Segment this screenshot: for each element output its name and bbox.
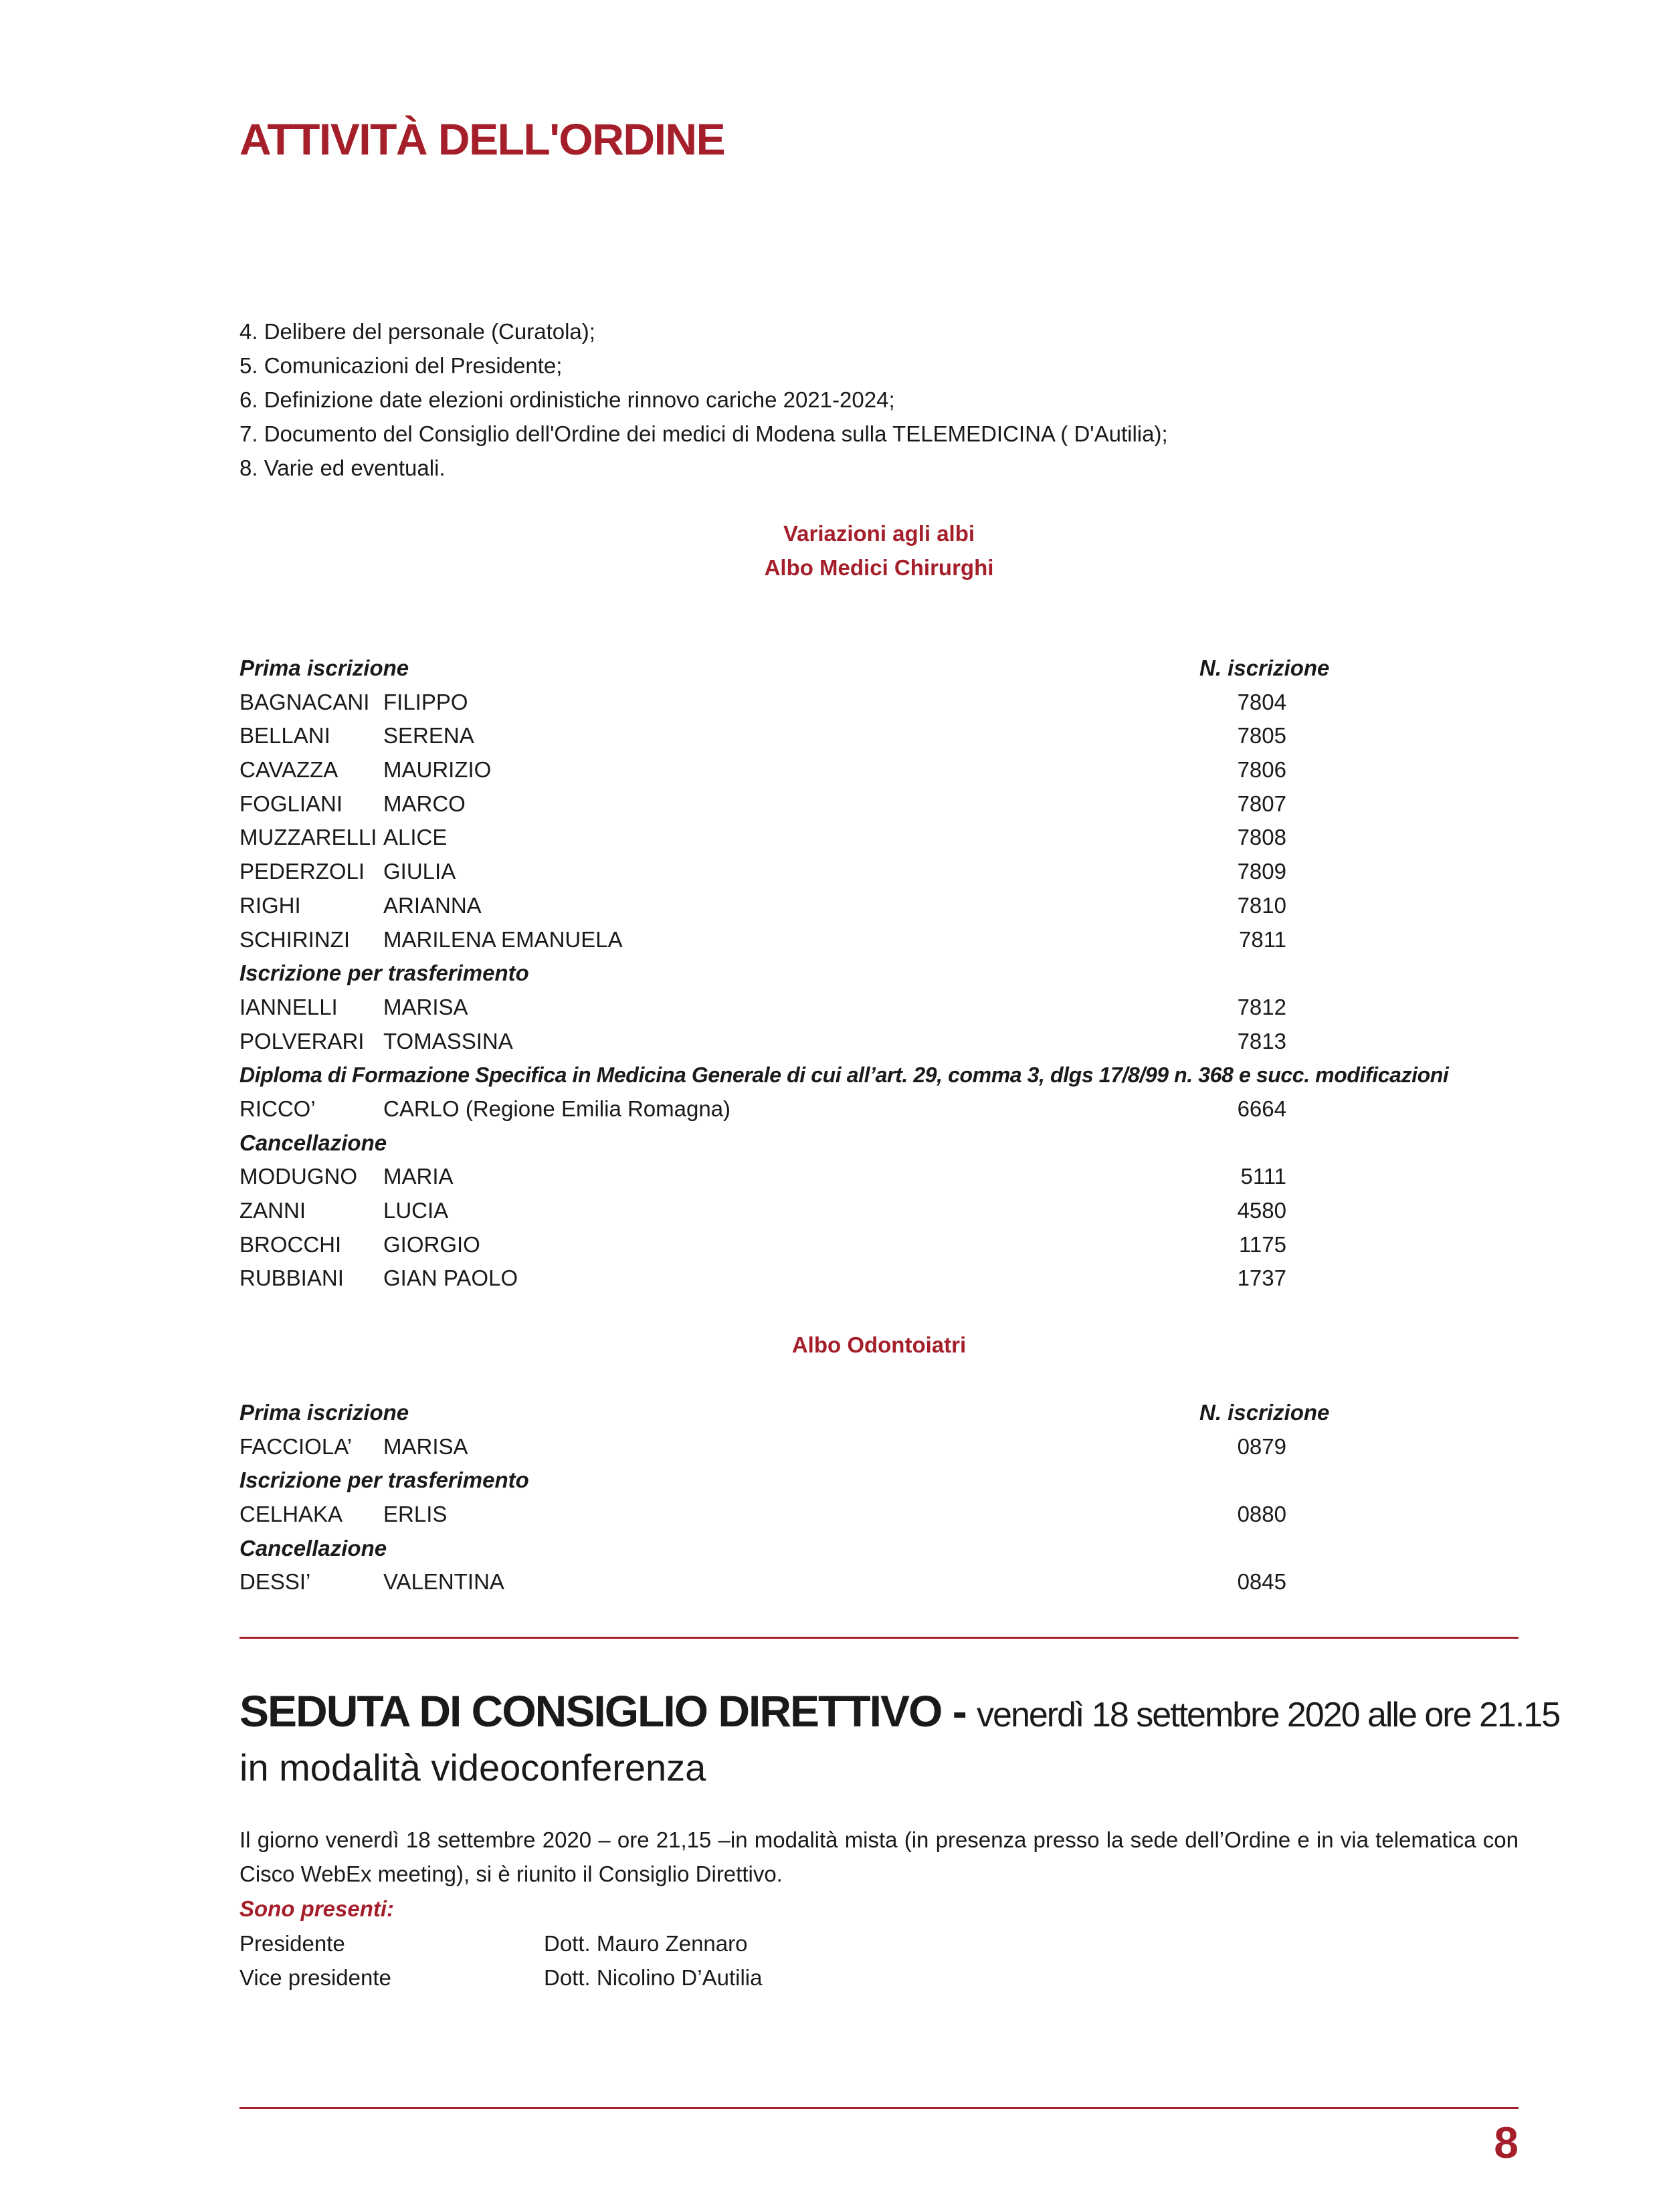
presenti-label: Sono presenti: <box>239 1896 395 1921</box>
first-name: MARISA <box>383 994 468 1019</box>
person-name: Dott. Mauro Zennaro <box>544 1931 748 1956</box>
category-label: Iscrizione per trasferimento <box>239 1468 529 1493</box>
agenda-item: 5. Comunicazioni del Presidente; <box>239 353 563 378</box>
surname: BROCCHI <box>239 1231 342 1257</box>
section-divider <box>239 1637 1519 1639</box>
first-name: MARIA <box>383 1164 454 1189</box>
registration-number: 0879 <box>1237 1433 1286 1459</box>
registration-number: 7809 <box>1237 859 1286 884</box>
surname: FOGLIANI <box>239 791 343 816</box>
surname: CAVAZZA <box>239 757 338 783</box>
surname: POLVERARI <box>239 1028 365 1053</box>
first-name: TOMASSINA <box>383 1028 513 1053</box>
category-label: Cancellazione <box>239 1535 387 1561</box>
first-name: VALENTINA <box>383 1569 504 1595</box>
agenda-list <box>239 314 1168 485</box>
category-label-cancellazione <box>239 1532 1519 1566</box>
albo-odontoiatri-heading: Albo Odontoiatri <box>791 1332 967 1357</box>
registration-number: 0845 <box>1237 1569 1286 1595</box>
table-row <box>239 1565 1519 1599</box>
albo-odontoiatri-table <box>239 1396 1519 1599</box>
category-label-diploma <box>239 1058 1519 1092</box>
surname: DESSI’ <box>239 1569 311 1595</box>
albo-medici-table <box>239 651 1519 1296</box>
variazioni-heading: Variazioni agli albi <box>783 521 975 546</box>
agenda-item: 4. Delibere del personale (Curatola); <box>239 319 595 344</box>
table-header <box>239 1396 1519 1430</box>
registration-number: 0880 <box>1237 1502 1286 1527</box>
table-row <box>239 821 1519 855</box>
table-row <box>239 1025 1519 1059</box>
registration-number: 7807 <box>1237 791 1286 816</box>
table-row <box>239 787 1519 821</box>
table-row <box>239 686 1519 720</box>
first-name: MARILENA EMANUELA <box>383 926 623 952</box>
surname: RICCO’ <box>239 1096 316 1121</box>
surname: MODUGNO <box>239 1164 357 1189</box>
registration-number: 7806 <box>1237 757 1286 783</box>
surname: SCHIRINZI <box>239 926 350 952</box>
registration-number: 7804 <box>1237 689 1286 714</box>
table-row <box>239 1498 1519 1532</box>
registration-number: 7810 <box>1237 892 1286 918</box>
table-row <box>239 991 1519 1025</box>
first-name: MAURIZIO <box>383 757 492 783</box>
role: Vice presidente <box>239 1965 391 1990</box>
registration-number: 1737 <box>1237 1266 1286 1291</box>
registration-number: 7808 <box>1237 825 1286 850</box>
first-name: FILIPPO <box>383 689 468 714</box>
prima-iscrizione-label: Prima iscrizione <box>239 656 409 680</box>
first-name: ARIANNA <box>383 892 482 918</box>
surname: RUBBIANI <box>239 1266 344 1291</box>
first-name: SERENA <box>383 723 474 748</box>
section-title: ATTIVITÀ DELL'ORDINE <box>239 114 725 164</box>
n-iscrizione-label: N. iscrizione <box>1199 1400 1330 1425</box>
first-name: MARISA <box>383 1433 468 1459</box>
category-label: Diploma di Formazione Specifica in Medicina Generale di cui all’art. 29, comma 3, dlgs 17/8/99 n. 368 e succ. modificazioni <box>239 1063 1449 1088</box>
registration-number: 7812 <box>1237 994 1286 1019</box>
table-row <box>239 855 1519 889</box>
category-label-cancellazione <box>239 1126 1519 1161</box>
surname: PEDERZOLI <box>239 859 365 884</box>
prima-iscrizione-label: Prima iscrizione <box>239 1400 409 1425</box>
surname: IANNELLI <box>239 994 338 1019</box>
first-name: GIULIA <box>383 859 456 884</box>
registration-number: 7805 <box>1237 723 1286 748</box>
surname: BELLANI <box>239 723 330 748</box>
footer-divider <box>239 2107 1519 2109</box>
category-label-trasferimento <box>239 957 1519 991</box>
first-name: ERLIS <box>383 1502 448 1527</box>
table-row <box>239 753 1519 787</box>
table-row <box>239 1092 1519 1126</box>
person-name: Dott. Nicolino D’Autilia <box>544 1965 763 1990</box>
first-name: GIORGIO <box>383 1231 480 1257</box>
surname: ZANNI <box>239 1198 306 1223</box>
first-name: GIAN PAOLO <box>383 1266 518 1291</box>
first-name: LUCIA <box>383 1198 449 1223</box>
surname: RIGHI <box>239 892 301 918</box>
seduta-title <box>239 1686 1559 1736</box>
surname: CELHAKA <box>239 1502 343 1527</box>
seduta-title-main: SEDUTA DI CONSIGLIO DIRETTIVO - <box>239 1686 977 1736</box>
surname: FACCIOLA’ <box>239 1433 353 1459</box>
role: Presidente <box>239 1931 345 1956</box>
first-name: CARLO (Regione Emilia Romagna) <box>383 1096 731 1121</box>
first-name: ALICE <box>383 825 448 850</box>
n-iscrizione-label: N. iscrizione <box>1199 656 1330 680</box>
surname: BAGNACANI <box>239 689 370 714</box>
registration-number: 7811 <box>1239 926 1286 952</box>
agenda-item: 8. Varie ed eventuali. <box>239 456 446 480</box>
registration-number: 4580 <box>1237 1198 1286 1223</box>
registration-number: 1175 <box>1239 1231 1286 1257</box>
table-row <box>239 1430 1519 1464</box>
table-row <box>239 719 1519 753</box>
albo-medici-heading: Albo Medici Chirurghi <box>764 555 994 580</box>
category-label: Cancellazione <box>239 1130 387 1155</box>
agenda-item: 6. Definizione date elezioni ordinistiche rinnovo cariche 2021-2024; <box>239 387 895 412</box>
agenda-item: 7. Documento del Consiglio dell'Ordine dei medici di Modena sulla TELEMEDICINA ( D'Autilia); <box>239 421 1168 446</box>
table-row <box>239 1262 1519 1296</box>
registration-number: 6664 <box>1237 1096 1286 1121</box>
seduta-body: Il giorno venerdì 18 settembre 2020 – ore 21,15 –in modalità mista (in presenza presso la sede dell’Ordine e in via telematica con Cisco WebEx meeting), si è riunito il Consiglio Direttivo. <box>239 1827 1519 1886</box>
seduta-subtitle: in modalità videoconferenza <box>239 1746 706 1789</box>
surname: MUZZARELLI <box>239 825 377 850</box>
seduta-date: venerdì 18 settembre 2020 alle ore 21.15 <box>977 1696 1560 1734</box>
page-number: 8 <box>1494 2118 1519 2167</box>
category-label: Iscrizione per trasferimento <box>239 961 529 986</box>
table-row <box>239 1228 1519 1262</box>
table-header <box>239 651 1519 686</box>
table-row <box>239 1194 1519 1228</box>
table-row <box>239 889 1519 923</box>
registration-number: 5111 <box>1240 1164 1286 1189</box>
table-row <box>239 1160 1519 1194</box>
table-row <box>239 923 1519 957</box>
registration-number: 7813 <box>1237 1028 1286 1053</box>
category-label-trasferimento <box>239 1464 1519 1498</box>
first-name: MARCO <box>383 791 466 816</box>
